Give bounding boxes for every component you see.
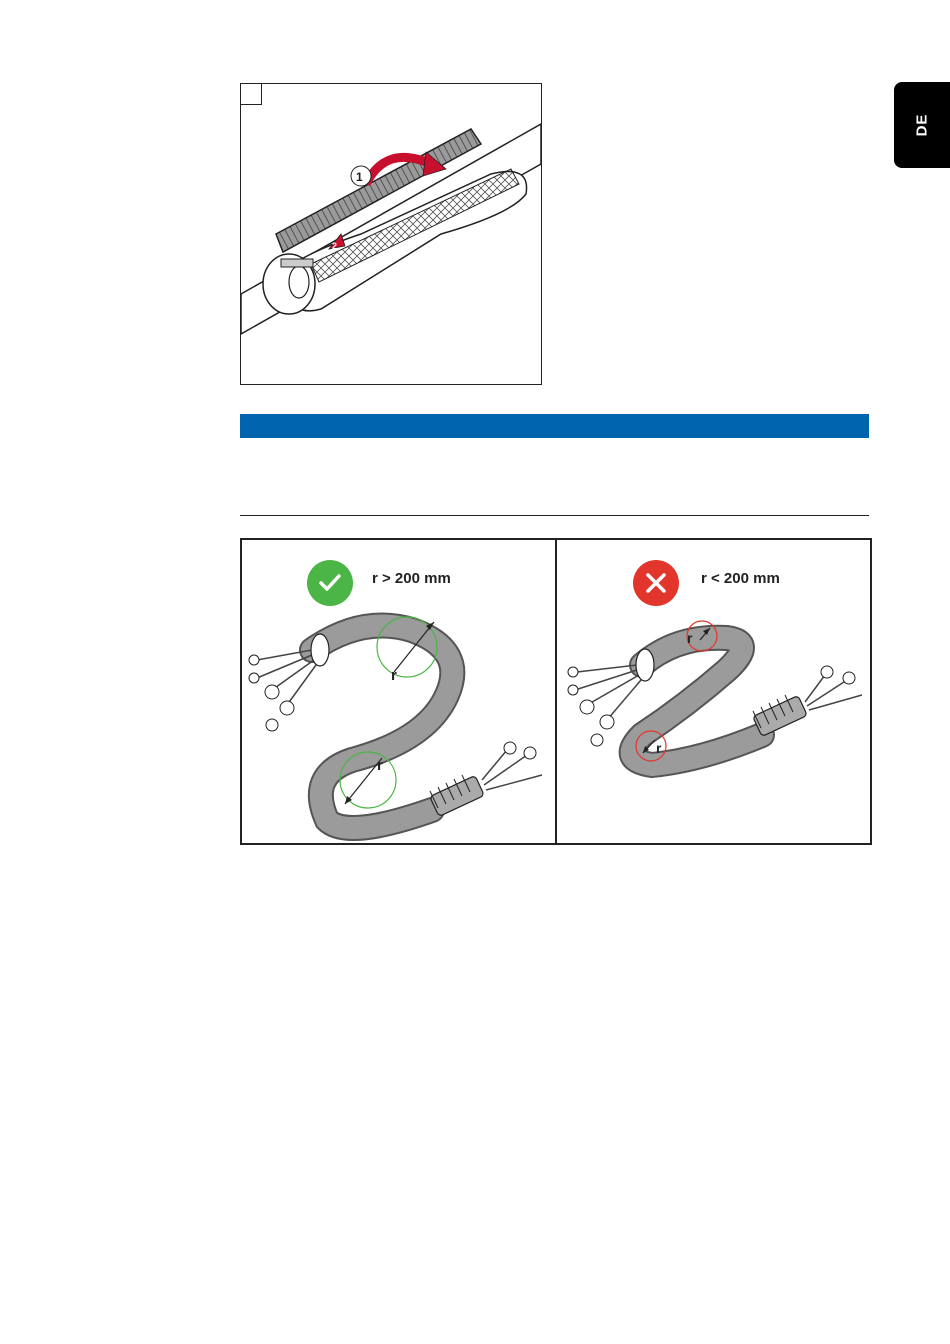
language-tab-label: DE [913, 113, 931, 137]
section-divider [240, 515, 869, 516]
hose-large-radius-drawing [242, 610, 555, 843]
bending-radius-figure [240, 538, 872, 845]
hose-cover-drawing [241, 84, 541, 384]
checkmark-icon [307, 560, 353, 606]
radius-marker-bottom: r [377, 757, 383, 774]
radius-marker-top: r [391, 667, 397, 684]
panel-incorrect-radius [557, 540, 870, 843]
radius-label-incorrect: r < 200 mm [701, 570, 780, 587]
arrow-2-label: 1 [356, 170, 363, 184]
section-heading-bar [240, 414, 869, 438]
close-icon [633, 560, 679, 606]
hose-small-radius-drawing [557, 610, 870, 843]
arrow-1-label: 2 [332, 241, 338, 251]
illustration-hose-cover [240, 83, 542, 385]
radius-marker-bottom-small: r [656, 740, 662, 756]
panel-correct-radius [242, 540, 557, 843]
language-tab[interactable] [894, 82, 950, 168]
radius-marker-top-small: r [687, 630, 693, 646]
radius-label-correct: r > 200 mm [372, 570, 451, 587]
step-number-box [241, 84, 262, 105]
